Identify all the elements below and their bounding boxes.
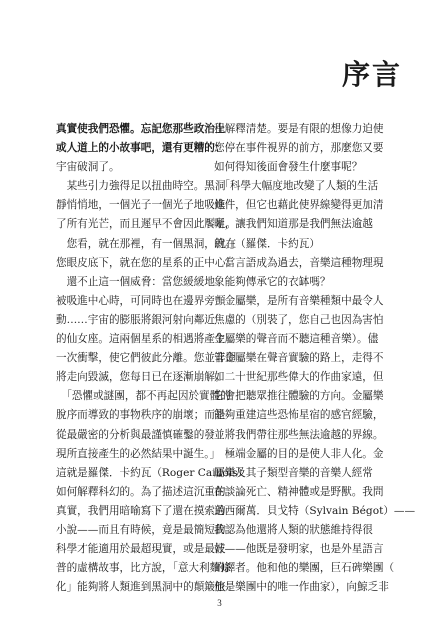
text-line: 極端金屬的目的是使人非人化。金 bbox=[214, 447, 384, 460]
text-line: 的譯者。他和他的樂團，巨石碑樂團（ bbox=[214, 562, 395, 575]
text-line: 科學才能適用於最超現實，或是最波 bbox=[56, 543, 226, 556]
text-line: 能夠重建這些恐怖星宿的感官經驗， bbox=[214, 409, 384, 422]
right-column bbox=[214, 120, 416, 597]
text-line: 宇宙破洞了。 bbox=[56, 161, 120, 174]
text-line: 被吸進中心時，可同時也在邊界旁顫 bbox=[56, 294, 226, 307]
text-line: 「科學大幅度地改變了人類的生活 bbox=[214, 180, 379, 193]
left-column bbox=[56, 120, 249, 597]
page-title: 序言 bbox=[341, 58, 402, 91]
text-line: 晰，讓我們知道那是我們無法逾越 bbox=[214, 218, 373, 231]
text-line: 如何得知後面會發生什麼事呢？ bbox=[214, 161, 363, 174]
text-line: 金屬樂，是所有音樂種類中最令人 bbox=[214, 294, 384, 307]
text-line: 條件，但它也藉此使界線變得更加清 bbox=[214, 199, 384, 212]
text-line: 普的虛構故事，比方說，「意大利麵條 bbox=[56, 562, 231, 575]
text-line: 小說——而且有時候，竟是最簡短的 bbox=[56, 523, 226, 536]
text-line: 他是樂團中的唯一作曲家），向鯨乏非 bbox=[214, 581, 389, 594]
text-line: 的。」（羅傑．卡約瓦） bbox=[214, 237, 320, 250]
text-line: 您停在事件視界的前方，那麼您又要 bbox=[214, 142, 384, 155]
text-line: 過西爾萬．貝戈特（Sylvain Bégot）—— bbox=[214, 504, 416, 517]
text-line: 現所直接產生的必然結果中誕生。」 bbox=[56, 447, 221, 460]
text-line: 如二十世紀那些偉大的作曲家遠，但 bbox=[214, 371, 384, 384]
text-line: 脫序而導致的事物秩序的崩壞；而是 bbox=[56, 409, 226, 422]
text-line: 這就是羅傑．卡約瓦（Roger Caillois） bbox=[56, 466, 249, 479]
text-line: 金屬樂的聲音而不聽這種音樂）。儘 bbox=[214, 333, 379, 346]
text-line: 焦慮的（別裝了，您自己也因為害怕 bbox=[214, 313, 384, 326]
text-line: 某些引力強得足以扭曲時空。黑洞 bbox=[56, 180, 226, 193]
text-line: 管金屬樂在聲音實驗的路上，走得不 bbox=[214, 352, 384, 365]
text-line: 程解釋清楚。要是有限的想像力迫使 bbox=[214, 123, 384, 135]
text-line: 象能夠傳承它的衣缽嗎？ bbox=[214, 275, 331, 288]
text-line: 靜悄悄地，一個光子一個光子地吸進 bbox=[56, 199, 226, 212]
text-line: 或人道上的小故事吧，還有更糟的： bbox=[56, 142, 226, 155]
text-line: 「恐懼或謎團，都不再起因於實體的 bbox=[56, 390, 231, 403]
text-line: 還不止這一個威脅：當您緩緩地 bbox=[56, 275, 215, 288]
text-line: 好——他既是發明家，也是外星語言 bbox=[214, 543, 384, 556]
text-line: 化」能夠將人類進到黑洞中的顛簸旅 bbox=[56, 581, 226, 594]
text-line: 了所有光芒，而且遲早不會因此饜足。 bbox=[56, 218, 237, 231]
text-line: 在談論死亡、精神體或是野獸。我問 bbox=[214, 485, 384, 498]
text-line: 屬樂及其子類型音樂的音樂人經常 bbox=[214, 466, 373, 479]
text-line: 的仙女座。這兩個星系的相遇將產生 bbox=[56, 333, 226, 346]
text-line: 您看，就在那裡，有一個黑洞，就在 bbox=[56, 237, 237, 250]
text-line: 並將我們帶往那些無法逾越的界線。 bbox=[214, 428, 384, 441]
text-line: 一次衝擊，使它們彼此分離。您並非即 bbox=[56, 352, 237, 365]
page-number: 3 bbox=[217, 598, 222, 608]
text-line: 從最嚴密的分析與最謹慎確鑿的發 bbox=[56, 428, 215, 441]
text-line: 如何解釋科幻的。為了描述這沉重的 bbox=[56, 485, 226, 498]
text-line: 真實使我們恐懼。忘記您那些政治上 bbox=[56, 123, 226, 135]
text-line: 我認為他還將人類的狀態維持得很 bbox=[214, 523, 373, 536]
text-line: 將走向毀滅，您每日已在逐漸崩解。 bbox=[56, 371, 226, 384]
text-line: 當言語成為過去，音樂這種物理現 bbox=[214, 256, 384, 269]
text-line: 動……宇宙的膨脹將銀河射向鄰近 bbox=[56, 313, 215, 326]
text-line: 它會把聽眾推往體驗的方向。金屬樂 bbox=[214, 390, 384, 403]
text-line: 真實，我們用暗喻寫下了還在摸索的 bbox=[56, 504, 226, 517]
text-line: 您眼皮底下，就在您的星系的正中心！ bbox=[56, 256, 237, 269]
